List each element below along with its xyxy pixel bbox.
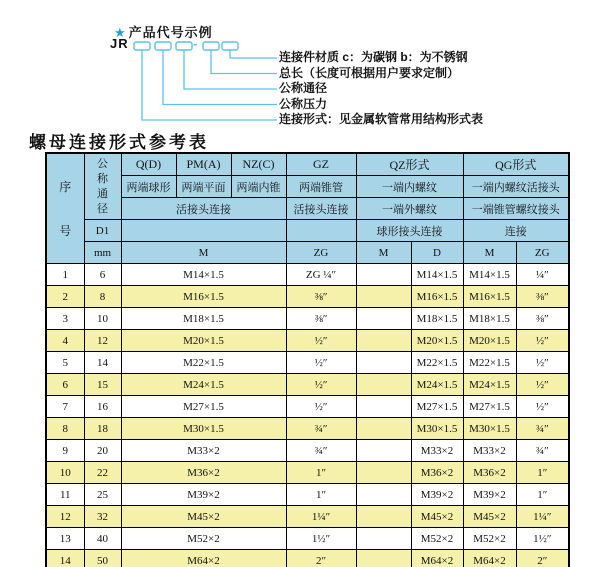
cell-qg-zg: 1″	[516, 484, 569, 506]
cell-qz-d: M64×2	[411, 550, 463, 567]
table-row	[46, 550, 569, 567]
cell-qg-zg: ½″	[516, 396, 569, 418]
header-gz-code: GZ	[286, 153, 356, 176]
cell-qg-m: M52×2	[463, 528, 516, 550]
diagram-title-text: 产品代号示例	[128, 25, 213, 40]
cell-m: M16×1.5	[121, 286, 286, 308]
cell-seq: 9	[46, 440, 84, 462]
header-empty-gz	[286, 220, 356, 242]
cell-gz: ⅜″	[286, 308, 356, 330]
cell-dn: 25	[84, 484, 121, 506]
cell-m: M24×1.5	[121, 374, 286, 396]
header-gz-unit: ZG	[286, 242, 356, 264]
cell-qg-zg: ⅜″	[516, 308, 569, 330]
cell-gz: ¾″	[286, 440, 356, 462]
cell-qz-m	[356, 308, 411, 330]
cell-qz-d: M30×1.5	[411, 418, 463, 440]
cell-qz-m	[356, 330, 411, 352]
cell-dn: 50	[84, 550, 121, 567]
cell-qg-m: M16×1.5	[463, 286, 516, 308]
header-qz-conn: 球形接头连接	[356, 220, 463, 242]
cell-gz: ⅜″	[286, 286, 356, 308]
cell-seq: 2	[46, 286, 84, 308]
cell-m: M52×2	[121, 528, 286, 550]
code-box-2	[155, 42, 171, 50]
cell-qg-m: M20×1.5	[463, 330, 516, 352]
header-row-units	[46, 242, 569, 264]
cell-qg-m: M39×2	[463, 484, 516, 506]
cell-gz: ¾″	[286, 418, 356, 440]
cell-gz: 1¼″	[286, 506, 356, 528]
cell-qg-zg: 1″	[516, 462, 569, 484]
cell-qg-zg: ½″	[516, 330, 569, 352]
cell-seq: 5	[46, 352, 84, 374]
table-row	[46, 396, 569, 418]
table-title: 螺母连接形式参考表	[29, 133, 209, 152]
cell-gz: 1″	[286, 462, 356, 484]
cell-dn: 20	[84, 440, 121, 462]
header-row-desc	[46, 176, 569, 198]
header-seq: 序号	[46, 153, 84, 264]
cell-seq: 10	[46, 462, 84, 484]
cell-dn: 14	[84, 352, 121, 374]
cell-qg-m: M18×1.5	[463, 308, 516, 330]
header-qg-unit1: M	[463, 242, 516, 264]
cell-qz-d: M22×1.5	[411, 352, 463, 374]
cell-qg-zg: 2″	[516, 550, 569, 567]
cell-qz-m	[356, 506, 411, 528]
cell-seq: 12	[46, 506, 84, 528]
cell-qz-d: M24×1.5	[411, 374, 463, 396]
cell-seq: 14	[46, 550, 84, 567]
code-separator: -	[193, 36, 198, 51]
cell-qz-d: M45×2	[411, 506, 463, 528]
star-icon: ★	[114, 25, 127, 40]
header-qz-unit1: M	[356, 242, 411, 264]
cell-m: M20×1.5	[121, 330, 286, 352]
table-row	[46, 374, 569, 396]
code-labels	[279, 50, 483, 128]
cell-qg-m: M27×1.5	[463, 396, 516, 418]
cell-dn: 8	[84, 286, 121, 308]
cell-qz-m	[356, 440, 411, 462]
cell-qg-m: M33×2	[463, 440, 516, 462]
cell-qg-zg: ½″	[516, 374, 569, 396]
header-qz-unit2: D	[411, 242, 463, 264]
table-row	[46, 352, 569, 374]
cell-dn: 15	[84, 374, 121, 396]
cell-qz-d: M16×1.5	[411, 286, 463, 308]
cell-m: M45×2	[121, 506, 286, 528]
table-row	[46, 286, 569, 308]
cell-gz: ½″	[286, 352, 356, 374]
header-row-d1	[46, 220, 569, 242]
code-label-pressure: 公称压力	[279, 96, 328, 111]
code-box-3	[176, 42, 192, 50]
table-row	[46, 484, 569, 506]
table-row	[46, 418, 569, 440]
cell-qg-zg: ¾″	[516, 418, 569, 440]
cell-m: M14×1.5	[121, 264, 286, 286]
table-row	[46, 506, 569, 528]
header-d1: D1	[84, 220, 121, 242]
cell-qz-d: M39×2	[411, 484, 463, 506]
cell-m: M36×2	[121, 462, 286, 484]
cell-dn: 16	[84, 396, 121, 418]
code-label-diameter: 公称通径	[279, 81, 328, 96]
cell-dn: 18	[84, 418, 121, 440]
cell-qz-m	[356, 550, 411, 567]
cell-qg-m: M14×1.5	[463, 264, 516, 286]
cell-qz-d: M33×2	[411, 440, 463, 462]
cell-qz-d: M52×2	[411, 528, 463, 550]
cell-dn: 10	[84, 308, 121, 330]
cell-seq: 1	[46, 264, 84, 286]
header-dn: 公称通径	[84, 153, 121, 220]
header-empty-left	[121, 220, 286, 242]
connector-material	[230, 50, 277, 58]
cell-gz: 1″	[286, 484, 356, 506]
header-qz-code: QZ形式	[356, 153, 463, 176]
cell-gz: ½″	[286, 330, 356, 352]
cell-qg-m: M22×1.5	[463, 352, 516, 374]
code-label-length: 总长（长度可根据用户要求定制）	[279, 65, 460, 80]
cell-qz-m	[356, 484, 411, 506]
cell-qz-m	[356, 396, 411, 418]
cell-qg-zg: ¼″	[516, 264, 569, 286]
cell-seq: 3	[46, 308, 84, 330]
cell-qg-m: M30×1.5	[463, 418, 516, 440]
cell-qz-d: M36×2	[411, 462, 463, 484]
code-label-material: 连接件材质 c：为碳钢 b：为不锈钢	[279, 50, 468, 64]
cell-dn: 32	[84, 506, 121, 528]
cell-seq: 4	[46, 330, 84, 352]
cell-qg-zg: ¾″	[516, 440, 569, 462]
cell-qg-zg: ⅜″	[516, 286, 569, 308]
cell-dn: 22	[84, 462, 121, 484]
nut-connection-table	[45, 152, 570, 567]
cell-qg-zg: ½″	[516, 352, 569, 374]
cell-qg-zg: 1¼″	[516, 506, 569, 528]
table-row	[46, 528, 569, 550]
cell-qg-m: M36×2	[463, 462, 516, 484]
cell-qz-d: M27×1.5	[411, 396, 463, 418]
header-q-desc: 两端球形	[121, 176, 176, 198]
table-row	[46, 440, 569, 462]
cell-m: M30×1.5	[121, 418, 286, 440]
header-gz-conn: 活接头连接	[286, 198, 356, 220]
table-row	[46, 308, 569, 330]
cell-seq: 7	[46, 396, 84, 418]
cell-dn: 12	[84, 330, 121, 352]
cell-seq: 8	[46, 418, 84, 440]
cell-qz-m	[356, 528, 411, 550]
cell-m: M39×2	[121, 484, 286, 506]
header-qz-desc2: 一端外螺纹	[356, 198, 463, 220]
header-qg-code: QG形式	[463, 153, 569, 176]
table-row	[46, 462, 569, 484]
header-row-conn	[46, 198, 569, 220]
header-left-unit: M	[121, 242, 286, 264]
header-q-code: Q(D)	[121, 153, 176, 176]
table-row	[46, 264, 569, 286]
table-row	[46, 330, 569, 352]
cell-qg-m: M64×2	[463, 550, 516, 567]
cell-m: M33×2	[121, 440, 286, 462]
cell-qg-zg: 1½″	[516, 528, 569, 550]
cell-gz: ZG ¼″	[286, 264, 356, 286]
cell-seq: 11	[46, 484, 84, 506]
cell-qz-d: M20×1.5	[411, 330, 463, 352]
cell-qz-m	[356, 374, 411, 396]
cell-gz: ½″	[286, 396, 356, 418]
cell-dn: 6	[84, 264, 121, 286]
cell-m: M22×1.5	[121, 352, 286, 374]
cell-gz: 1½″	[286, 528, 356, 550]
connector-length	[211, 50, 277, 74]
cell-qz-m	[356, 264, 411, 286]
header-unit-mm: mm	[84, 242, 121, 264]
cell-qz-m	[356, 418, 411, 440]
cell-qz-m	[356, 462, 411, 484]
cell-seq: 13	[46, 528, 84, 550]
header-pm-code: PM(A)	[176, 153, 231, 176]
cell-seq: 6	[46, 374, 84, 396]
header-qg-conn: 连接	[463, 220, 569, 242]
header-row-codes	[46, 153, 569, 176]
cell-dn: 40	[84, 528, 121, 550]
cell-qz-m	[356, 286, 411, 308]
code-box-1	[134, 42, 150, 50]
header-qz-desc1: 一端内螺纹	[356, 176, 463, 198]
code-box-5	[222, 42, 238, 50]
cell-m: M18×1.5	[121, 308, 286, 330]
header-qg-desc2: 一端锥管螺纹接头	[463, 198, 569, 220]
cell-qz-d: M14×1.5	[411, 264, 463, 286]
header-gz-desc: 两端锥管	[286, 176, 356, 198]
cell-qz-d: M18×1.5	[411, 308, 463, 330]
code-label-form: 连接形式：见金属软管常用结构形式表	[279, 112, 484, 127]
cell-gz: 2″	[286, 550, 356, 567]
cell-qg-m: M45×2	[463, 506, 516, 528]
header-pm-desc: 两端平面	[176, 176, 231, 198]
cell-m: M64×2	[121, 550, 286, 567]
header-qg-desc1: 一端内螺纹活接头	[463, 176, 569, 198]
cell-qz-m	[356, 352, 411, 374]
code-prefix: JR	[110, 36, 129, 51]
cell-gz: ½″	[286, 374, 356, 396]
header-qg-unit2: ZG	[516, 242, 569, 264]
cell-qg-m: M24×1.5	[463, 374, 516, 396]
header-nz-code: NZ(C)	[231, 153, 286, 176]
header-left-conn: 活接头连接	[121, 198, 286, 220]
connector-form	[142, 50, 277, 120]
code-box-4	[203, 42, 219, 50]
header-nz-desc: 两端内锥	[231, 176, 286, 198]
cell-m: M27×1.5	[121, 396, 286, 418]
